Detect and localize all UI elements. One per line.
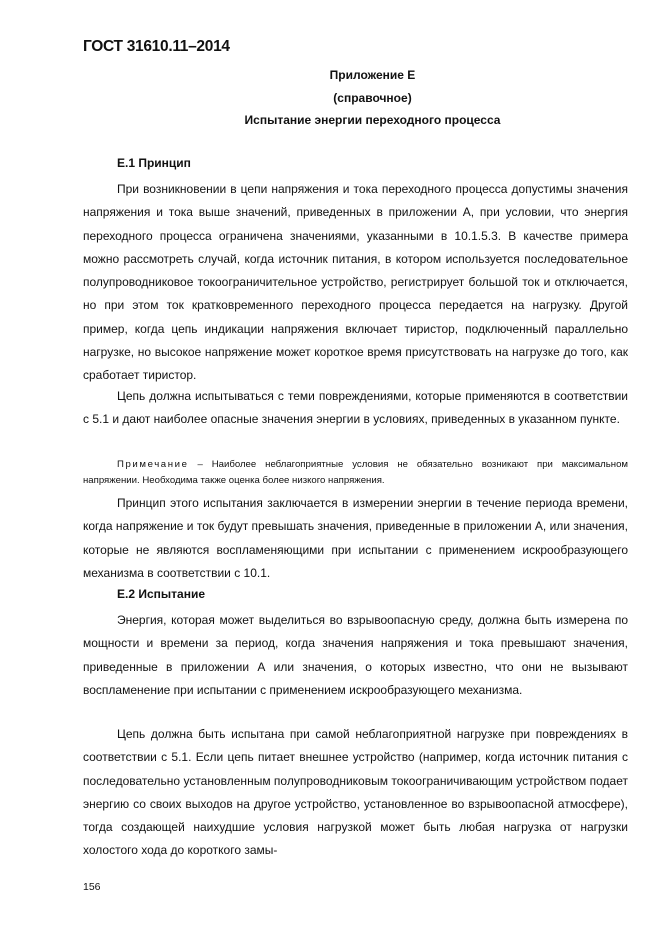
annex-title: Приложение Е [329,68,416,82]
page-number: 156 [83,881,101,893]
note [83,457,628,489]
note-text: – Наиболее неблагоприятные условия не обязательно возникают при максимальном напряжении. Необходима также оценка более низкого напряжения. [83,459,628,486]
section-e1-paragraph-1: При возникновении в цепи напряжения и тока переходного процесса допустимы значения напряжения и тока выше значений, приведенных в приложении А, при условии, что энергия переходного процесса ограничена значениями, указанными в 10.1.5.3. В качестве примера можно рассмотреть случай, когда источник питания, в котором используется последовательное полупроводниковое токоограничительное устройство, регистрирует большой ток и отключается, но при этом ток кратковременного переходного процесса передается на нагрузку. Другой пример, когда цепь индикации напряжения включает тиристор, подключенный параллельно нагрузке, но высокое напряжение может короткое время присутствовать на нагрузке до того, как сработает тиристор. [83,182,628,383]
section-e2-paragraph-1: Энергия, которая может выделиться во взрывоопасную среду, должна быть измерена по мощности и времени за период, когда значения напряжения и тока превышают значения, приведенные в приложении А или значения, о которых известно, что они не вызывают воспламенение при испытании с применением искрообразующего механизма. [83,613,628,697]
standard-designation: ГОСТ 31610.11–2014 [83,38,230,55]
annex-name: Испытание энергии переходного процесса [244,113,501,127]
section-e1-paragraph-3: Принцип этого испытания заключается в измерении энергии в течение периода времени, когда напряжение и ток будут превышать значения, приведенные в приложении А, или значения, которые не являются воспламеняющими при испытании с применением искрообразующего механизма в соответствии с 10.1. [83,496,628,580]
section-e2-paragraph-2: Цепь должна быть испытана при самой неблагоприятной нагрузке при повреждениях в соответствии с 5.1. Если цепь питает внешнее устройство (например, когда источник питания с последовательно установленным полупроводниковым токоограничивающим устройством подает энергию со своих выходов на другое устройство, установленное во взрывоопасной атмосфере), тогда создающей наихудшие условия нагрузкой может быть любая нагрузка от нагрузки холостого хода до короткого замы- [83,727,628,858]
section-e1-paragraph-2: Цепь должна испытываться с теми повреждениями, которые применяются в соответствии с 5.1 и дают наиболее опасные значения энергии в условиях, приведенных в указанном пункте. [83,389,628,427]
note-label: Примечание [117,459,189,470]
section-e1-heading: Е.1 Принцип [117,156,191,170]
section-e2-heading: Е.2 Испытание [117,587,205,601]
annex-type: (справочное) [333,91,412,105]
